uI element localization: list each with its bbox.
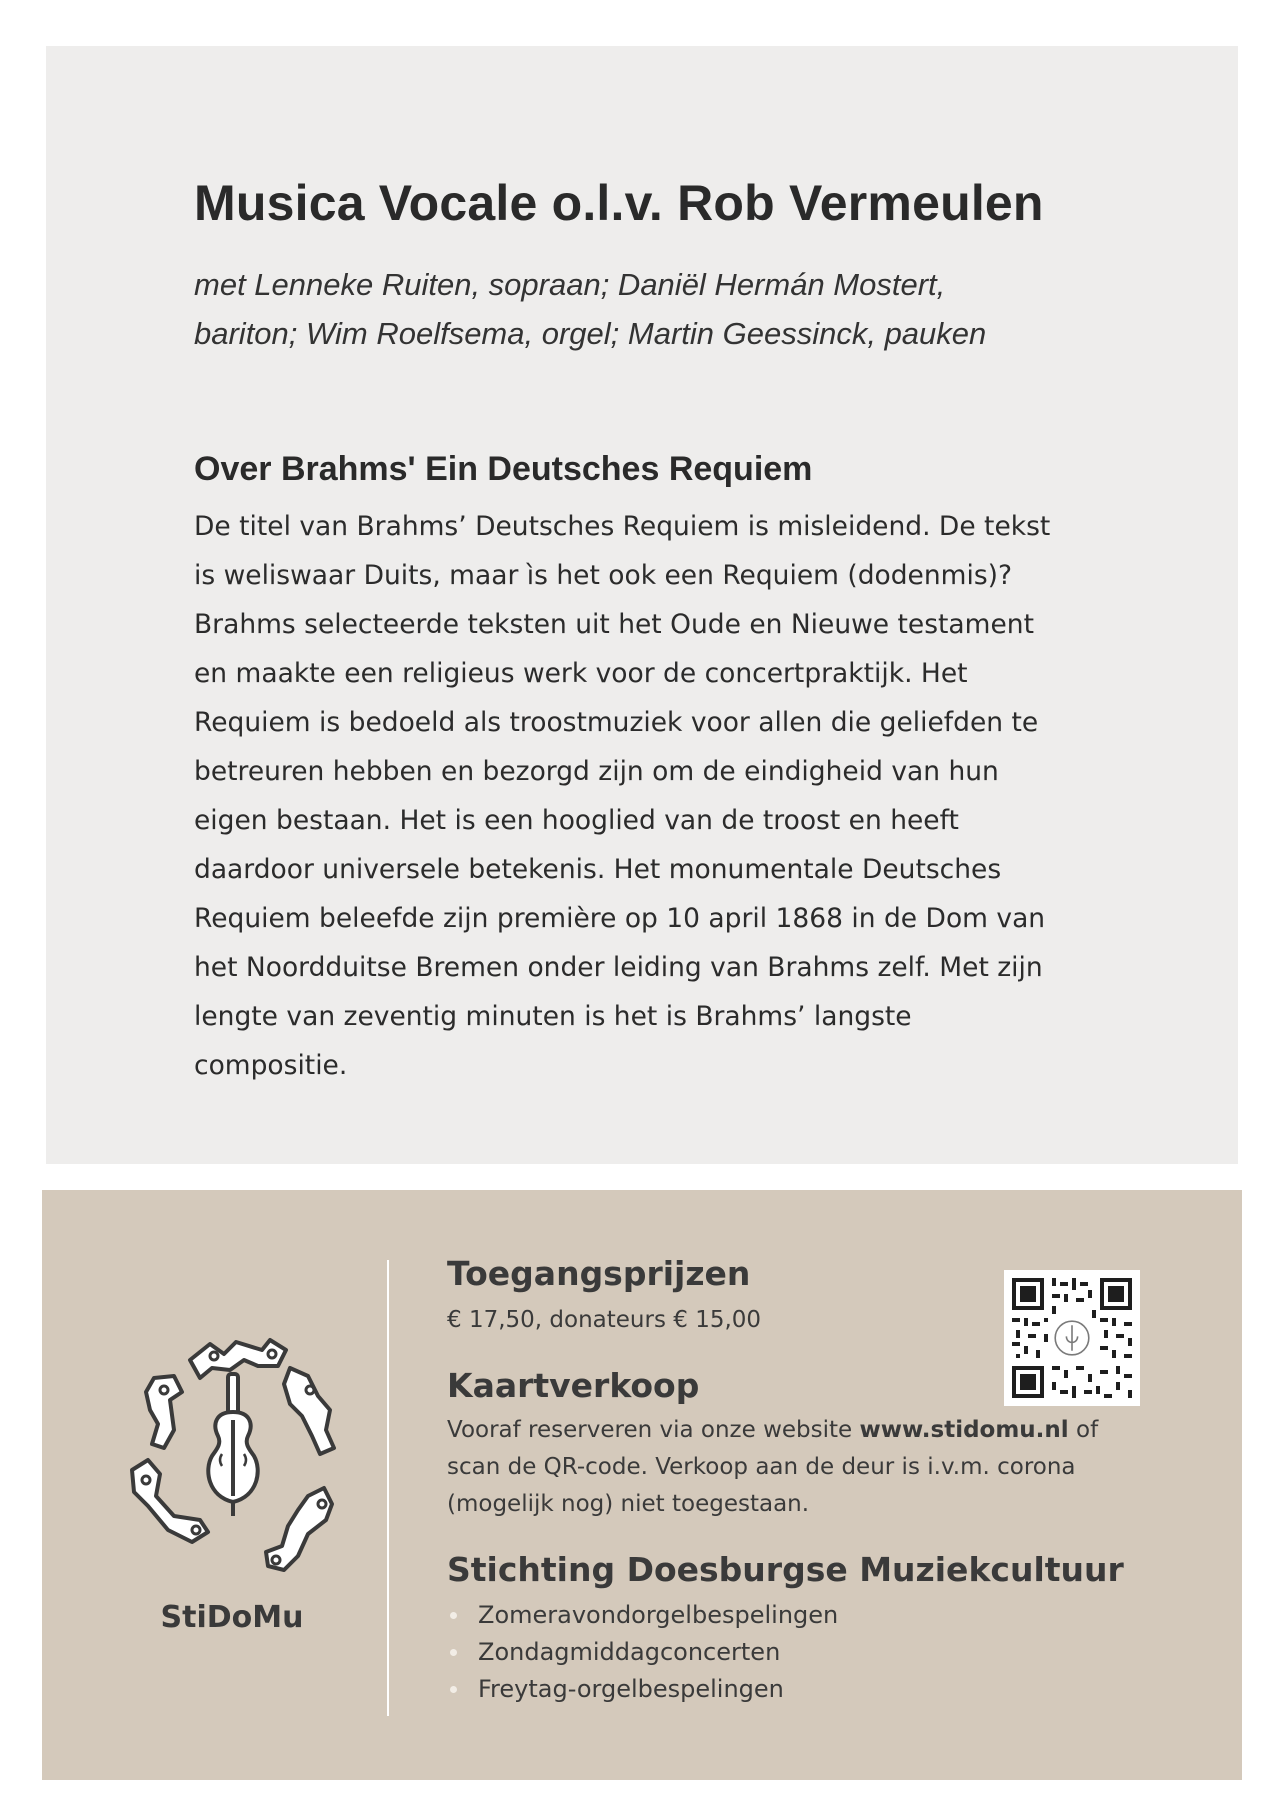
qr-code-icon[interactable] — [1004, 1270, 1140, 1406]
activities-list — [447, 1597, 838, 1708]
vertical-divider — [387, 1260, 389, 1716]
about-line: Requiem is bedoeld als troostmuziek voor allen die geliefden te — [194, 707, 1039, 738]
about-line: betreuren hebben en bezorgd zijn om de eindigheid van hun — [194, 756, 999, 787]
organization-panel — [42, 1190, 1242, 1780]
bullet-dot-icon — [450, 1612, 457, 1619]
performers-line-2: bariton; Wim Roelfsema, orgel; Martin Geessinck, pauken — [194, 316, 987, 351]
qr-code-graphic — [1004, 1270, 1140, 1406]
logo-text: StiDoMu — [160, 1600, 304, 1635]
concert-title: Musica Vocale o.l.v. Rob Vermeulen — [194, 175, 1044, 231]
about-line: eigen bestaan. Het is een hooglied van de troost en heeft — [194, 805, 959, 836]
list-item: Zondagmiddagconcerten — [447, 1634, 838, 1671]
sales-line-2: scan de QR-code. Verkoop aan de deur is i.v.m. corona — [447, 1454, 1076, 1480]
bullet-dot-icon — [450, 1686, 457, 1693]
about-line: is weliswaar Duits, maar ìs het ook een Requiem (dodenmis)? — [194, 560, 1013, 591]
bullet-dot-icon — [450, 1649, 457, 1656]
about-line: daardoor universele betekenis. Het monumentale Deutsches — [194, 854, 1002, 885]
performers-line-1: met Lenneke Ruiten, sopraan; Daniël Hermán Mostert, — [194, 267, 946, 302]
about-line: De titel van Brahms’ Deutsches Requiem is misleidend. De tekst — [194, 511, 1051, 542]
sales-text-post: of — [1068, 1417, 1099, 1443]
sales-heading: Kaartverkoop — [447, 1366, 700, 1405]
sales-text-pre: Vooraf reserveren via onze website — [447, 1417, 860, 1443]
about-line: Brahms selecteerde teksten uit het Oude en Nieuwe testament — [194, 609, 1034, 640]
foundation-heading: Stichting Doesburgse Muziekcultuur — [447, 1550, 1124, 1589]
about-text — [194, 502, 1134, 1090]
sales-text — [447, 1412, 1207, 1523]
about-line: compositie. — [194, 1050, 348, 1081]
viola-da-gamba-logo-icon — [112, 1320, 352, 1590]
concert-info-panel — [46, 46, 1238, 1164]
sales-line-3: (mogelijk nog) niet toegestaan. — [447, 1491, 810, 1517]
about-line: lengte van zeventig minuten is het is Brahms’ langste — [194, 1001, 912, 1032]
prices-text: € 17,50, donateurs € 15,00 — [447, 1307, 762, 1333]
list-item: Zomeravondorgelbespelingen — [447, 1597, 838, 1634]
prices-heading: Toegangsprijzen — [447, 1254, 751, 1293]
performers-text — [194, 260, 1154, 358]
about-line: het Noordduitse Bremen onder leiding van Brahms zelf. Met zijn — [194, 952, 1043, 983]
about-heading: Over Brahms' Ein Deutsches Requiem — [194, 450, 813, 488]
website-link[interactable]: www.stidomu.nl — [859, 1417, 1069, 1443]
about-line: Requiem beleefde zijn première op 10 april 1868 in de Dom van — [194, 903, 1046, 934]
list-item: Freytag-orgelbespelingen — [447, 1671, 838, 1708]
about-line: en maakte een religieus werk voor de concertpraktijk. Het — [194, 658, 968, 689]
